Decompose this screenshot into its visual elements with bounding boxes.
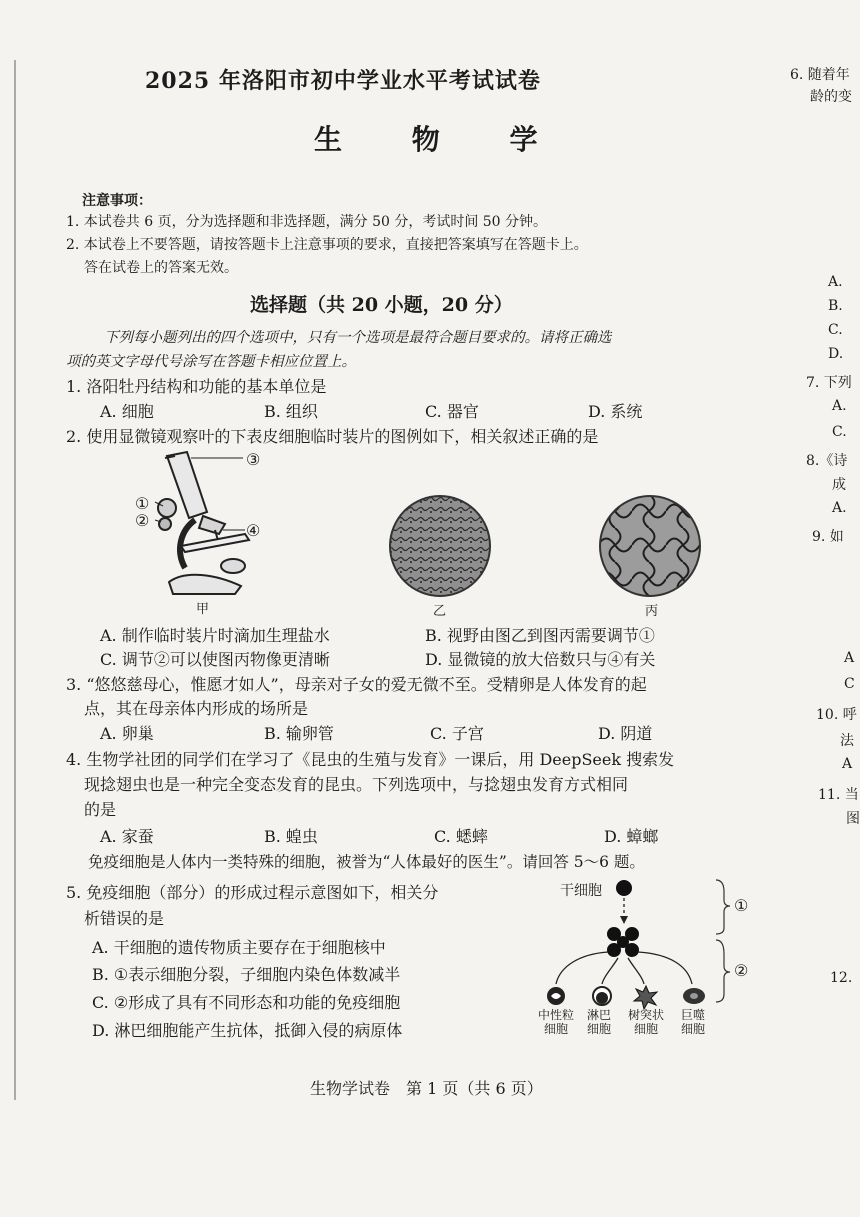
dendritic-cell-icon bbox=[634, 986, 657, 1009]
strip-text: C. bbox=[828, 322, 843, 338]
q1-option-a: A. 细胞 bbox=[100, 402, 154, 421]
neutrophil-label: 中性粒细胞 bbox=[537, 1008, 574, 1036]
q3-option-a: A. 卵巢 bbox=[100, 724, 154, 743]
q2-option-c: C. 调节②可以使图丙物像更清晰 bbox=[100, 650, 330, 669]
strip-text: 法 bbox=[840, 733, 854, 749]
dendritic-cell-label: 树突状细胞 bbox=[627, 1008, 664, 1036]
dividing-cells-icon bbox=[607, 927, 639, 957]
stem-cell-label: 干细胞 bbox=[560, 883, 602, 899]
q1-option-b: B. 组织 bbox=[264, 402, 318, 421]
strip-text: 11. 当 bbox=[818, 787, 859, 803]
figure-caption-jia: 甲 bbox=[196, 602, 210, 617]
microscope-icon bbox=[158, 452, 249, 594]
brace-2-icon bbox=[716, 940, 730, 1002]
page-footer: 生物学试卷 第 1 页（共 6 页） bbox=[310, 1079, 543, 1098]
cells-image-high-mag bbox=[600, 496, 700, 596]
microscope-label-2: ② bbox=[135, 511, 150, 530]
next-page-edge bbox=[780, 0, 860, 1217]
q4-stem-line-3: 的是 bbox=[84, 800, 117, 819]
strip-text: 7. 下列 bbox=[806, 375, 852, 391]
q2-option-b: B. 视野由图乙到图丙需要调节① bbox=[425, 626, 655, 645]
brace-label-2: ② bbox=[734, 961, 749, 980]
strip-text: 8.《诗 bbox=[806, 453, 848, 469]
q3-stem-line-2: 点，其在母亲体内形成的场所是 bbox=[84, 699, 309, 718]
section-instruction-line-2: 项的英文字母代号涂写在答题卡相应位置上。 bbox=[66, 354, 356, 370]
q3-option-b: B. 输卵管 bbox=[264, 724, 334, 743]
lymphocyte-label: 淋巴细胞 bbox=[586, 1008, 611, 1036]
strip-text: 图 bbox=[846, 811, 860, 827]
q3-option-c: C. 子宫 bbox=[430, 724, 484, 743]
q2-option-a: A. 制作临时装片时滴加生理盐水 bbox=[100, 626, 330, 645]
strip-text: A. bbox=[832, 398, 847, 414]
q2-stem: 2. 使用显微镜观察叶的下表皮细胞临时装片的图例如下，相关叙述正确的是 bbox=[66, 427, 599, 446]
strip-text: 成 bbox=[832, 477, 846, 493]
strip-text: 10. 呼 bbox=[816, 707, 857, 723]
strip-text: C. bbox=[832, 424, 847, 440]
strip-text: 9. 如 bbox=[812, 529, 844, 545]
strip-text: B. bbox=[828, 298, 843, 314]
strip-text: A bbox=[842, 756, 853, 772]
immune-cell-diagram bbox=[520, 874, 760, 1014]
q3-option-d: D. 阴道 bbox=[598, 724, 653, 743]
section-instruction-line-1: 下列每小题列出的四个选项中，只有一个选项是最符合题目要求的。请将正确选 bbox=[104, 330, 612, 346]
microscope-label-4: ④ bbox=[246, 521, 261, 540]
strip-text: 12. bbox=[830, 970, 853, 986]
q5-option-d: D. 淋巴细胞能产生抗体，抵御入侵的病原体 bbox=[92, 1021, 403, 1040]
q2-option-d: D. 显微镜的放大倍数只与④有关 bbox=[425, 650, 656, 669]
q3-stem-line-1: 3. “悠悠慈母心，惟愿才如人”，母亲对子女的爱无微不至。受精卵是人体发育的起 bbox=[66, 675, 647, 694]
q4-option-c: C. 蟋蟀 bbox=[434, 827, 488, 846]
q5-option-b: B. ①表示细胞分裂，子细胞内染色体数减半 bbox=[92, 965, 401, 984]
notes-item-3: 答在试卷上的答案无效。 bbox=[84, 260, 238, 276]
figure-caption-yi: 乙 bbox=[433, 604, 447, 619]
q5-stem-line-2: 析错误的是 bbox=[84, 909, 165, 928]
q4-option-d: D. 蟑螂 bbox=[604, 827, 659, 846]
q4-option-a: A. 家蚕 bbox=[100, 827, 154, 846]
intro-q5-q6: 免疫细胞是人体内一类特殊的细胞，被誉为“人体最好的医生”。请回答 5～6 题。 bbox=[88, 853, 645, 871]
cells-image-low-mag bbox=[390, 496, 490, 596]
q1-option-d: D. 系统 bbox=[588, 402, 643, 421]
subject-title: 生 物 学 bbox=[314, 123, 568, 156]
macrophage-label: 巨噬细胞 bbox=[680, 1008, 705, 1036]
q5-stem-line-1: 5. 免疫细胞（部分）的形成过程示意图如下，相关分 bbox=[66, 883, 439, 902]
q4-stem-line-1: 4. 生物学社团的同学们在学习了《昆虫的生殖与发育》一课后，用 DeepSeek 搜索发 bbox=[66, 750, 675, 769]
q5-option-a: A. 干细胞的遗传物质主要存在于细胞核中 bbox=[92, 938, 386, 957]
strip-text: 龄的变 bbox=[810, 89, 852, 105]
stem-cell-icon bbox=[616, 880, 632, 896]
strip-text: C bbox=[844, 676, 855, 692]
strip-text: D. bbox=[828, 346, 844, 362]
field-of-view-yi bbox=[388, 494, 492, 598]
brace-1-icon bbox=[716, 880, 730, 934]
notes-heading: 注意事项： bbox=[82, 193, 152, 209]
notes-item-1: 1. 本试卷共 6 页，分为选择题和非选择题，满分 50 分，考试时间 50 分钟。 bbox=[66, 214, 548, 230]
strip-text: A bbox=[844, 650, 855, 666]
strip-text: A. bbox=[828, 274, 843, 290]
q4-option-b: B. 蝗虫 bbox=[264, 827, 318, 846]
field-of-view-bing bbox=[598, 494, 702, 598]
q5-option-c: C. ②形成了具有不同形态和功能的免疫细胞 bbox=[92, 993, 401, 1012]
exam-title: 2025 年洛阳市初中学业水平考试试卷 bbox=[145, 68, 541, 94]
q1-stem: 1. 洛阳牡丹结构和功能的基本单位是 bbox=[66, 377, 327, 396]
microscope-label-3: ③ bbox=[246, 450, 261, 469]
page-edge-shadow bbox=[14, 60, 16, 1100]
section-title: 选择题（共 20 小题，20 分） bbox=[250, 294, 513, 316]
microscope-label-1: ① bbox=[135, 494, 150, 513]
q1-option-c: C. 器官 bbox=[425, 402, 479, 421]
strip-text: A. bbox=[832, 500, 847, 516]
strip-text: 6. 随着年 bbox=[790, 67, 850, 83]
q4-stem-line-2: 现捻翅虫也是一种完全变态发育的昆虫。下列选项中，与捻翅虫发育方式相同 bbox=[84, 775, 629, 794]
figure-caption-bing: 丙 bbox=[645, 604, 659, 619]
notes-item-2: 2. 本试卷上不要答题，请按答题卡上注意事项的要求，直接把答案填写在答题卡上。 bbox=[66, 237, 588, 253]
brace-label-1: ① bbox=[734, 896, 749, 915]
